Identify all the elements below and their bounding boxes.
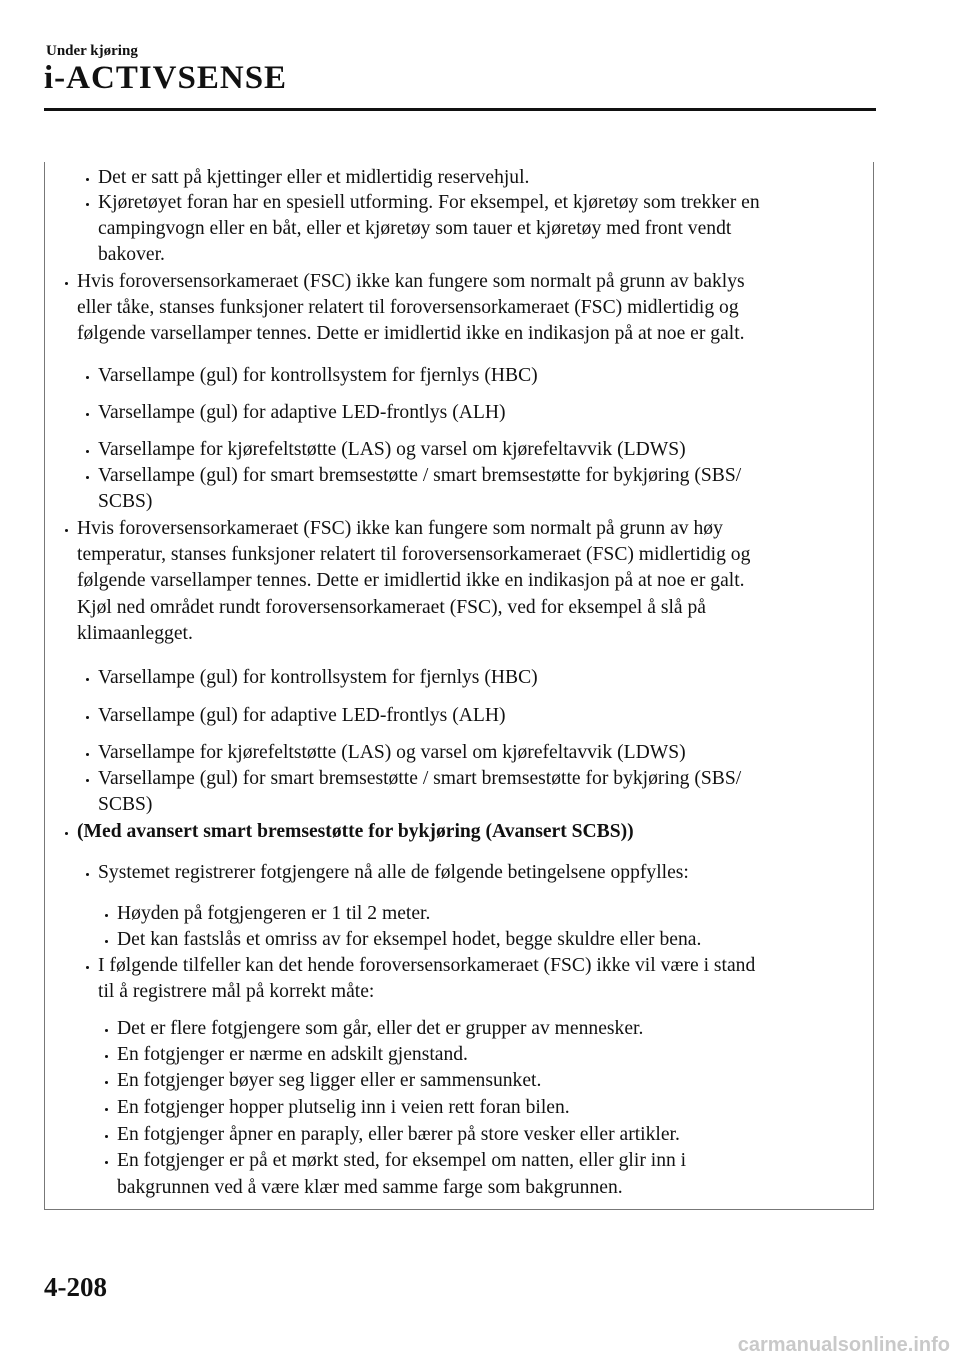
text-line: Kjøretøyet foran har en spesiell utforming. For eksempel, et kjøretøy som trekker en (98, 192, 760, 213)
text-line: Systemet registrerer fotgjengere nå alle de følgende betingelsene oppfylles: (98, 862, 689, 883)
bullet-dot (86, 413, 89, 416)
text-line: Varsellampe for kjørefeltstøtte (LAS) og varsel om kjørefeltavvik (LDWS) (98, 439, 686, 460)
text-line: Varsellampe (gul) for smart bremsestøtte / smart bremsestøtte for bykjøring (SBS/ (98, 768, 742, 789)
bullet-dot (105, 1161, 108, 1164)
bullet-dot (65, 282, 68, 285)
bullet-dot (105, 1055, 108, 1058)
bullet-dot (86, 476, 89, 479)
text-line: Høyden på fotgjengeren er 1 til 2 meter. (117, 903, 431, 924)
bullet-dot (86, 873, 89, 876)
bullet-dot (105, 914, 108, 917)
text-line: Varsellampe (gul) for smart bremsestøtte / smart bremsestøtte for bykjøring (SBS/ (98, 465, 742, 486)
text-line: Varsellampe (gul) for kontrollsystem for fjernlys (HBC) (98, 667, 538, 688)
bullet-dot (86, 450, 89, 453)
bullet-dot (86, 716, 89, 719)
text-line: Det er flere fotgjengere som går, eller det er grupper av mennesker. (117, 1018, 644, 1039)
bullet-dot (65, 832, 68, 835)
text-line: Kjøl ned området rundt foroversensorkameraet (FSC), ved for eksempel å slå på (77, 597, 706, 618)
bullet-dot (86, 203, 89, 206)
bullet-dot (86, 753, 89, 756)
text-line: Varsellampe (gul) for adaptive LED-frontlys (ALH) (98, 705, 506, 726)
text-line: bakgrunnen ved å være klær med samme farge som bakgrunnen. (117, 1177, 623, 1198)
text-line: klimaanlegget. (77, 623, 193, 644)
text-line: Varsellampe (gul) for kontrollsystem for fjernlys (HBC) (98, 365, 538, 386)
text-line: Hvis foroversensorkameraet (FSC) ikke kan fungere som normalt på grunn av baklys (77, 271, 745, 292)
bullet-dot (105, 1081, 108, 1084)
text-line: campingvogn eller en båt, eller et kjøretøy som tauer et kjøretøy med front vendt (98, 218, 732, 239)
bullet-dot (86, 779, 89, 782)
text-line: En fotgjenger bøyer seg ligger eller er sammensunket. (117, 1070, 542, 1091)
page-title: i-ACTIVSENSE (44, 60, 288, 96)
text-line: SCBS) (98, 794, 153, 815)
text-line: eller tåke, stanses funksjoner relatert til foroversensorkameraet (FSC) midlertidig og (77, 297, 739, 318)
text-line: SCBS) (98, 491, 153, 512)
text-line: En fotgjenger hopper plutselig inn i veien rett foran bilen. (117, 1097, 570, 1118)
text-line: (Med avansert smart bremsestøtte for bykjøring (Avansert SCBS)) (77, 821, 634, 842)
text-line: En fotgjenger er nærme en adskilt gjenstand. (117, 1044, 468, 1065)
text-line: Hvis foroversensorkameraet (FSC) ikke kan fungere som normalt på grunn av høy (77, 518, 723, 539)
bullet-dot (86, 178, 89, 181)
page-number: 4-208 (44, 1272, 107, 1302)
watermark-text: carmanualsonline.info (737, 1334, 950, 1356)
text-line: Det er satt på kjettinger eller et midlertidig reservehjul. (98, 167, 530, 188)
text-line: I følgende tilfeller kan det hende foroversensorkameraet (FSC) ikke vil være i stand (98, 955, 756, 976)
text-line: En fotgjenger er på et mørkt sted, for eksempel om natten, eller glir inn i (117, 1150, 687, 1171)
text-line: følgende varsellamper tennes. Dette er imidlertid ikke en indikasjon på at noe er galt. (77, 323, 745, 344)
title-rule (44, 108, 876, 111)
bullet-dot (105, 1029, 108, 1032)
text-line: En fotgjenger åpner en paraply, eller bærer på store vesker eller artikler. (117, 1124, 680, 1145)
text-line: til å registrere mål på korrekt måte: (98, 981, 375, 1002)
text-line: temperatur, stanses funksjoner relatert til foroversensorkameraet (FSC) midlertidig og (77, 544, 751, 565)
text-line: Det kan fastslås et omriss av for eksempel hodet, begge skuldre eller bena. (117, 929, 702, 950)
bullet-dot (86, 678, 89, 681)
text-line: Varsellampe for kjørefeltstøtte (LAS) og varsel om kjørefeltavvik (LDWS) (98, 742, 686, 763)
bullet-dot (86, 966, 89, 969)
section-label: Under kjøring (46, 43, 138, 59)
bullet-dot (86, 376, 89, 379)
text-line: følgende varsellamper tennes. Dette er imidlertid ikke en indikasjon på at noe er galt. (77, 570, 745, 591)
bullet-dot (105, 940, 108, 943)
bullet-dot (65, 529, 68, 532)
text-line: bakover. (98, 244, 165, 265)
bullet-dot (105, 1108, 108, 1111)
text-line: Varsellampe (gul) for adaptive LED-frontlys (ALH) (98, 402, 506, 423)
bullet-dot (105, 1135, 108, 1138)
